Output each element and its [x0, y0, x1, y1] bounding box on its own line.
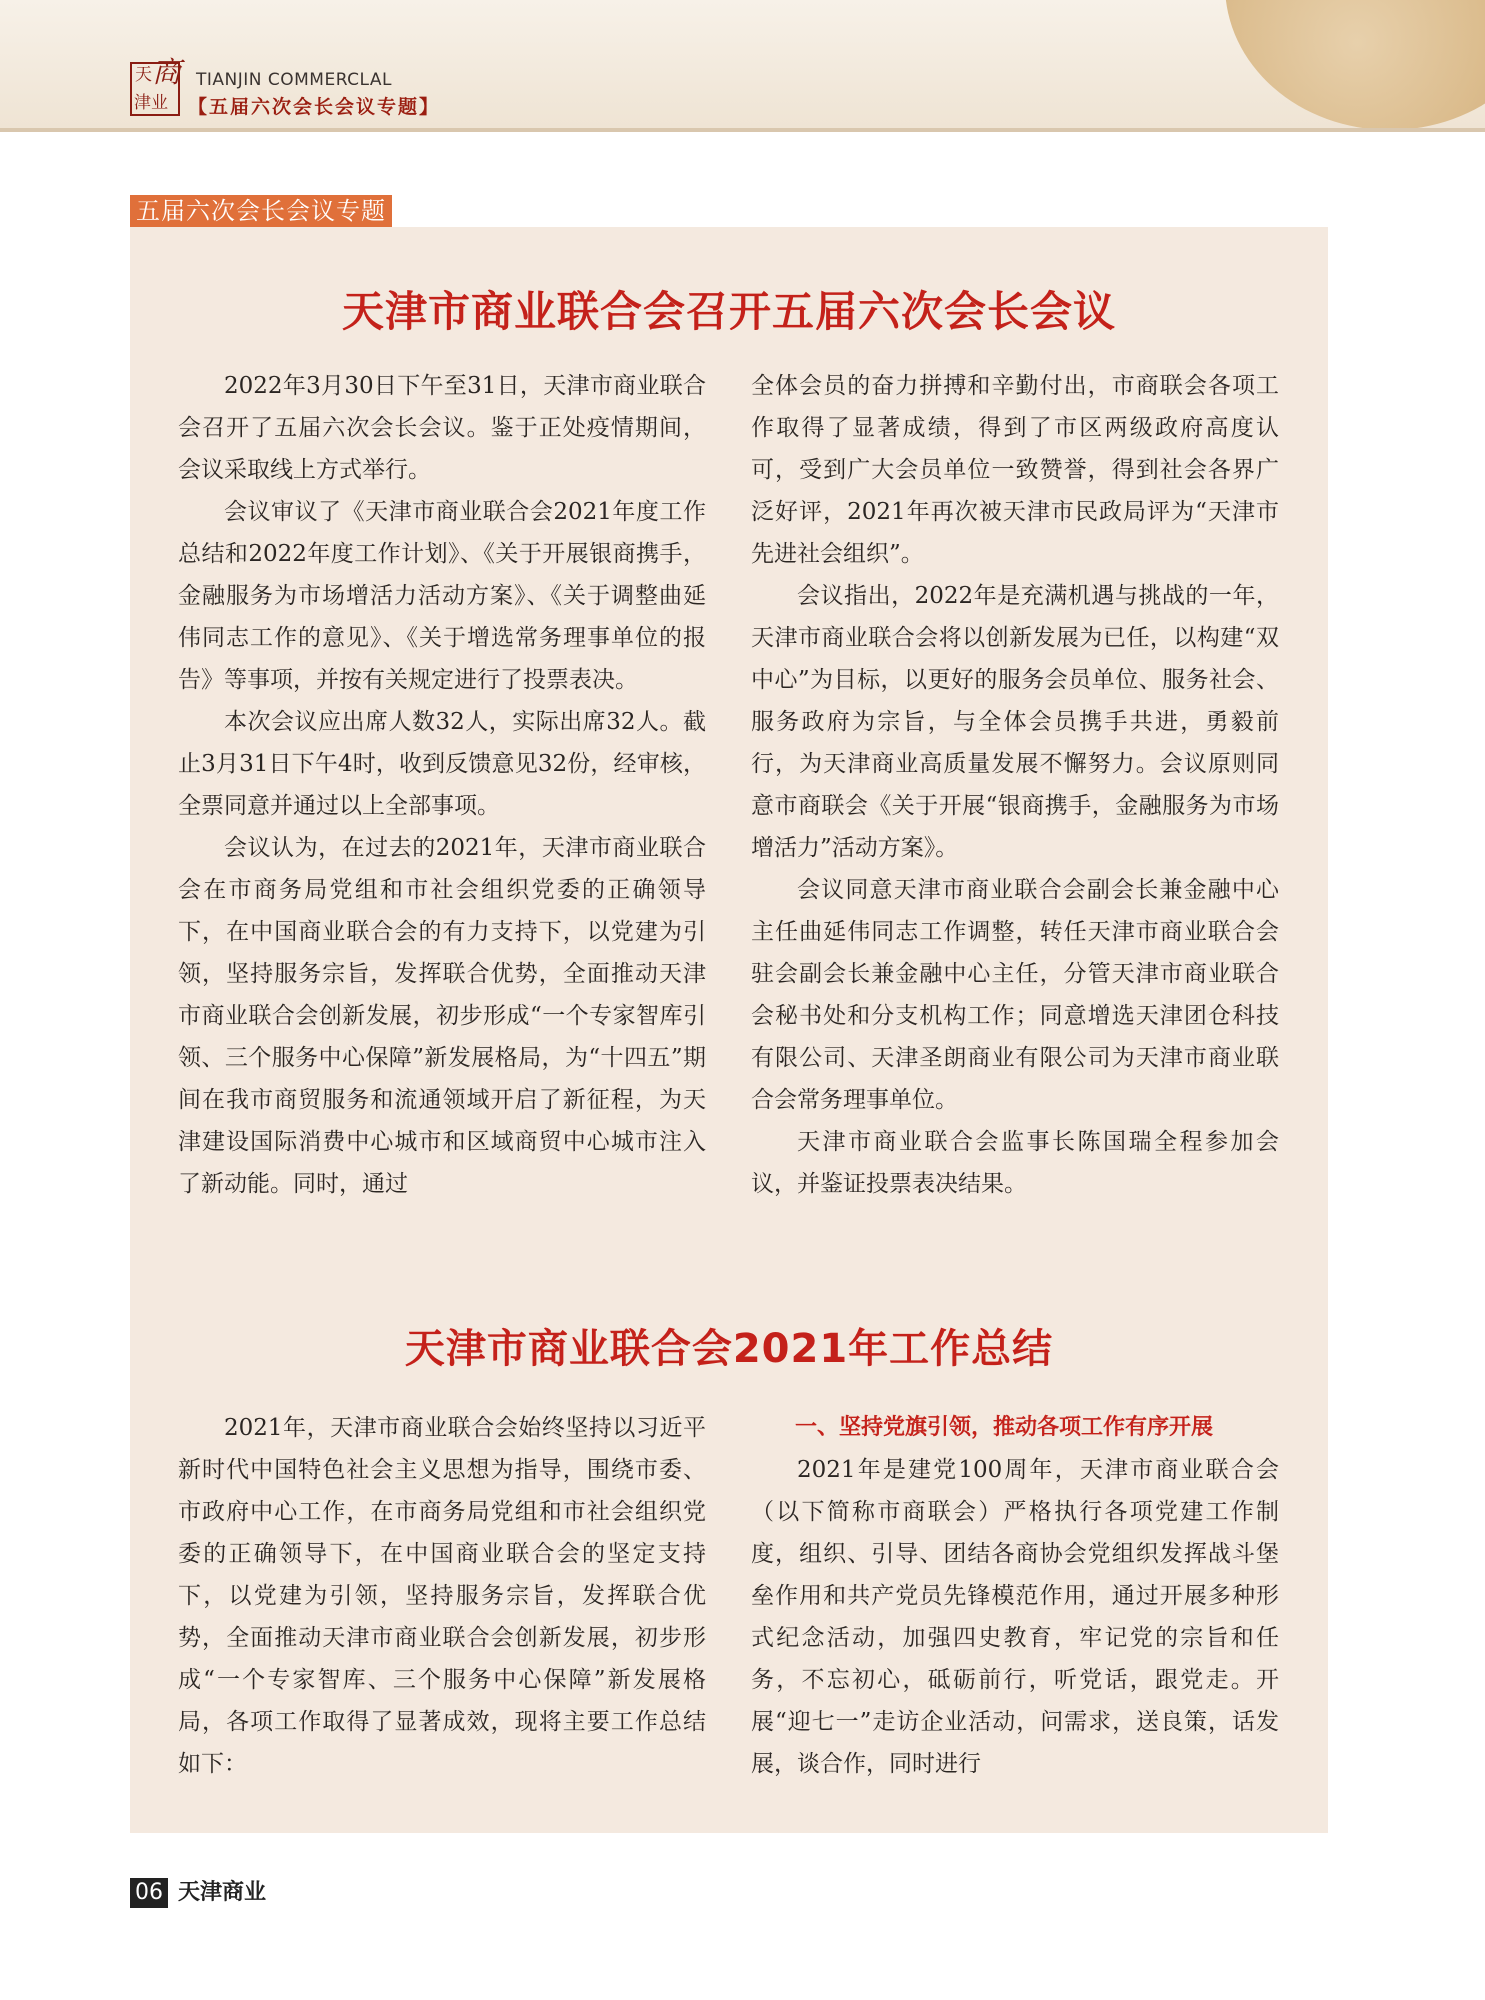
- article1-paragraph: 会议同意天津市商业联合会副会长兼金融中心主任曲延伟同志工作调整，转任天津市商业联合会驻会副会长兼金融中心主任，分管天津市商业联合会秘书处和分支机构工作；同意增选天津团仓科技有限公司、天津圣朗商业有限公司为天津市商业联合会常务理事单位。: [751, 877, 1279, 1113]
- article-panel: [130, 227, 1328, 1833]
- article1-right-column: [751, 365, 1279, 1205]
- article1-paragraph: 会议认为，在过去的2021年，天津市商业联合会在市商务局党组和市社会组织党委的正确领导下，在中国商业联合会的有力支持下，以党建为引领，坚持服务宗旨，发挥联合优势，全面推动天津市商业联合会创新发展，初步形成“一个专家智库引领、三个服务中心保障”新发展格局，为“十四五”期间在我市商贸服务和流通领域开启了新征程，为天津建设国际消费中心城市和区域商贸中心城市注入了新动能。同时，通过: [178, 835, 706, 1197]
- globe-decoration: [1225, 0, 1485, 130]
- article1-paragraph: 本次会议应出席人数32人，实际出席32人。截止3月31日下午4时，收到反馈意见32份，经审核，全票同意并通过以上全部事项。: [178, 709, 706, 819]
- article2-left-column: [178, 1407, 706, 1785]
- article1-title: 天津市商业联合会召开五届六次会长会议: [341, 287, 1116, 336]
- article1-paragraph: 会议指出，2022年是充满机遇与挑战的一年，天津市商业联合会将以创新发展为已任，以构建“双中心”为目标，以更好的服务会员单位、服务社会、服务政府为宗旨，与全体会员携手共进，勇毅前行，为天津商业高质量发展不懈努力。会议原则同意市商联会《关于开展“银商携手，金融服务为市场增活力”活动方案》。: [751, 583, 1279, 861]
- logo-char-jinye: 津业: [134, 93, 168, 113]
- page-header: [0, 0, 1485, 132]
- article2-right-column: [751, 1407, 1279, 1785]
- magazine-logo: [130, 55, 182, 116]
- article2-paragraph: 2021年是建党100周年，天津市商业联合会（以下简称市商联会）严格执行各项党建工作制度，组织、引导、团结各商协会党组织发挥战斗堡垒作用和共产党员先锋模范作用，通过开展多种形式纪念活动，加强四史教育，牢记党的宗旨和任务，不忘初心，砥砺前行，听党话，跟党走。开展“迎七一”走访企业活动，问需求，送良策，话发展，谈合作，同时进行: [751, 1457, 1279, 1777]
- article2-subheading: 一、坚持党旗引领，推动各项工作有序开展: [795, 1415, 1214, 1440]
- article1-paragraph-continued: 全体会员的奋力拼搏和辛勤付出，市商联会各项工作取得了显著成绩，得到了市区两级政府高度认可，受到广大会员单位一致赞誉，得到社会各界广泛好评，2021年再次被天津市民政局评为“天津市先进社会组织”。: [751, 373, 1279, 567]
- magazine-english-name: TIANJIN COMMERCLAL: [196, 70, 393, 90]
- page-number: 06: [130, 1878, 168, 1908]
- article1-paragraph: 2022年3月30日下午至31日，天津市商业联合会召开了五届六次会长会议。鉴于正处疫情期间，会议采取线上方式举行。: [178, 373, 706, 483]
- header-topic: 【五届六次会长会议专题】: [188, 96, 441, 118]
- logo-char-tian: 天: [135, 65, 152, 85]
- article1-left-column: [178, 365, 706, 1205]
- logo-char-shang: 商: [152, 55, 182, 89]
- section-tag: 五届六次会长会议专题: [130, 195, 392, 227]
- article1-paragraph: 天津市商业联合会监事长陈国瑞全程参加会议，并鉴证投票表决结果。: [751, 1129, 1279, 1197]
- article2-paragraph: 2021年，天津市商业联合会始终坚持以习近平新时代中国特色社会主义思想为指导，围绕市委、市政府中心工作，在市商务局党组和市社会组织党委的正确领导下，在中国商业联合会的坚定支持下，以党建为引领，坚持服务宗旨，发挥联合优势，全面推动天津市商业联合会创新发展，初步形成“一个专家智库、三个服务中心保障”新发展格局，各项工作取得了显著成效，现将主要工作总结如下：: [178, 1415, 706, 1777]
- article1-paragraph: 会议审议了《天津市商业联合会2021年度工作总结和2022年度工作计划》、《关于开展银商携手，金融服务为市场增活力活动方案》、《关于调整曲延伟同志工作的意见》、《关于增选常务理事单位的报告》等事项，并按有关规定进行了投票表决。: [178, 499, 706, 693]
- article2-title: 天津市商业联合会2021年工作总结: [404, 1326, 1054, 1372]
- publication-name: 天津商业: [178, 1880, 267, 1905]
